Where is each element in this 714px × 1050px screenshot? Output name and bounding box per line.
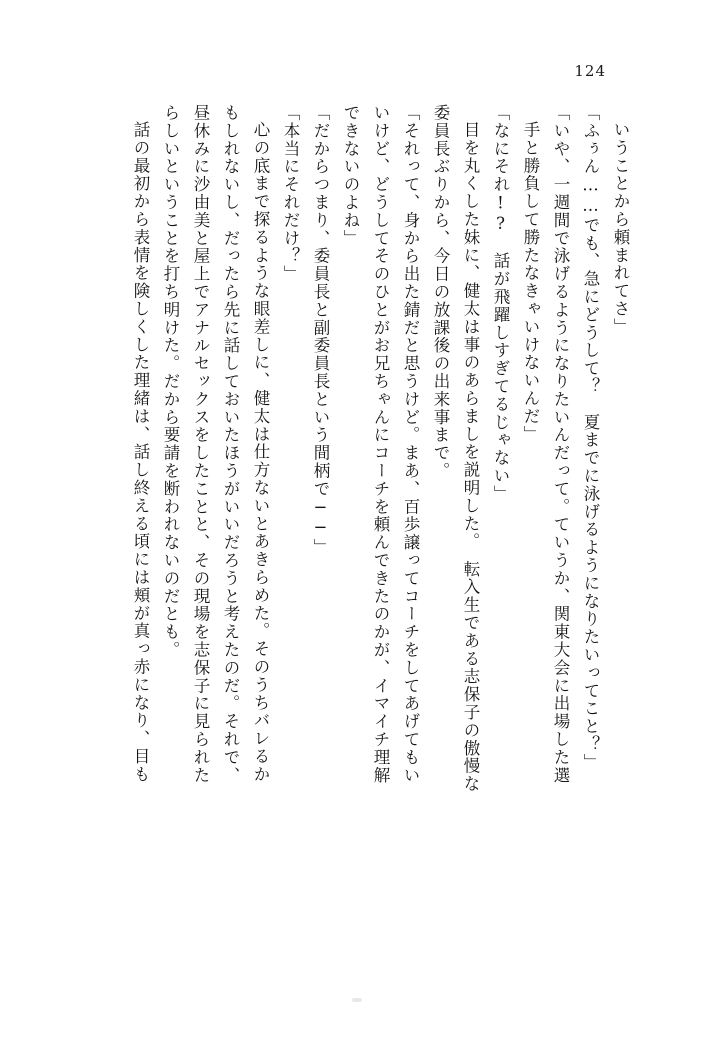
text-column: 「それって、身から出た錆だと思うけど。まあ、百歩譲ってコーチをしてあげてもい	[401, 104, 420, 785]
text-column: もしれないし、だったら先に話しておいたほうがいいだろうと考えたのだ。それで、	[221, 104, 240, 785]
text-column: 昼休みに沙由美と屋上でアナルセックスをしたことと、その現場を志保子に見られた	[191, 104, 210, 785]
text-column: 「なにそれ!? 話が飛躍しすぎてるじゃない」	[491, 104, 510, 503]
text-column: いけど、どうしてそのひとがお兄ちゃんにコーチを頼んできたのかが、イマイチ理解	[371, 104, 390, 785]
text-column: 「いや、一週間で泳げるようになりたいんだって。ていうか、関東大会に出場した選	[551, 104, 570, 785]
text-column: らしいということを打ち明けた。だから要請を断われないのだとも。	[161, 104, 180, 659]
text-column: 委員長ぶりから、今日の放課後の出来事まで。	[431, 104, 450, 480]
page-number: 124	[574, 62, 606, 80]
text-column: 話の最初から表情を険しくした理緒は、話し終える頃には頬が真っ赤になり、目も	[131, 121, 150, 784]
text-column: 目を丸くした妹に、健太は事のあらましを説明した。 転入生である志保子の傲慢な	[461, 121, 480, 793]
text-column: 「本当にそれだけ？」	[281, 104, 300, 283]
text-column: いうことから頼まれてさ」	[611, 121, 630, 336]
footer-mark	[352, 998, 362, 1002]
vertical-body-text	[56, 104, 628, 954]
text-column: できないのよね」	[341, 104, 360, 248]
text-column: 「だからつまり、委員長と副委員長という間柄で──」	[311, 104, 330, 557]
text-column: 心の底まで探るような眼差しに、健太は仕方ないとあきらめた。そのうちバレるか	[251, 121, 270, 784]
text-column: 手と勝負して勝たなきゃいけないんだ」	[521, 121, 540, 444]
text-column: 「ふぅん……でも、急にどうして？ 夏までに泳げるようになりたいってこと？」	[581, 104, 600, 772]
